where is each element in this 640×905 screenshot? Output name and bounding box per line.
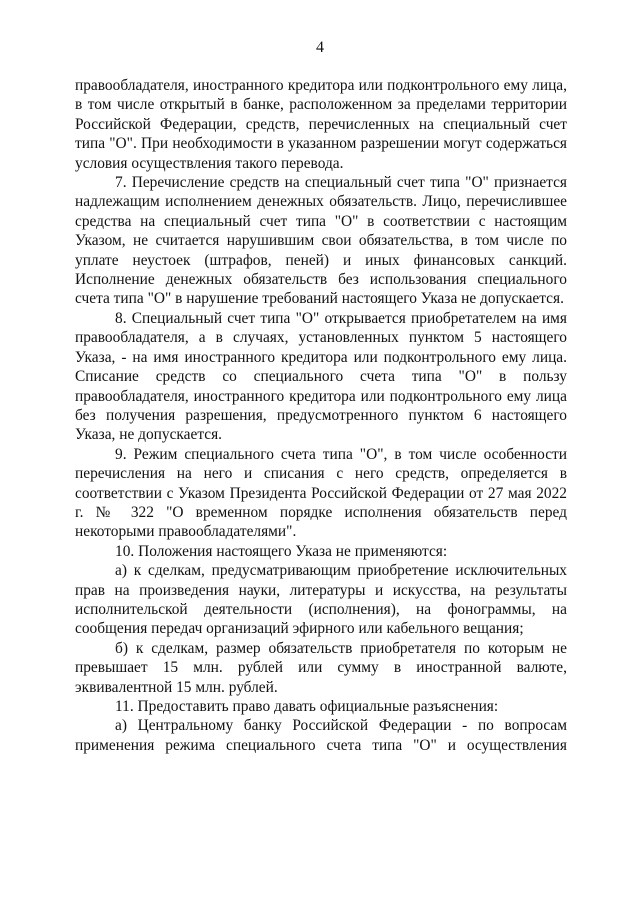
page-number: 4 <box>316 39 324 56</box>
paragraph: правообладателя, иностранного кредитора или подконтрольного ему лица, в том числе открытый в банке, расположенном за пределами территории Российской Федерации, средств, перечисленных на специальный счет типа "О". При необходимости в указанном разрешении могут содержаться условия осуществления такого перевода. <box>75 77 567 172</box>
paragraph: 11. Предоставить право давать официальные разъяснения: <box>115 698 499 715</box>
paragraph: 8. Специальный счет типа "О" открывается приобретателем на имя правообладателя, а в случаях, установленных пунктом 5 настоящего Указа, - на имя иностранного кредитора или подконтрольного ему лица. Списание средств со специального счета типа "О" в пользу правообладателя, иностранного кредитора или подконтрольного ему лица без получения разрешения, предусмотренного пунктом 6 настоящего Указа, не допускается. <box>75 309 567 444</box>
paragraph: а) к сделкам, предусматривающим приобретение исключительных прав на произведения науки, литературы и искусства, на результаты исполнительской деятельности (исполнения), на фонограммы, на сообщения передач организаций эфирного или кабельного вещания; <box>75 562 567 638</box>
document-body <box>75 76 567 755</box>
paragraph: 9. Режим специального счета типа "О", в том числе особенности перечисления на него и списания с него средств, определяется в соответствии с Указом Президента Российской Федерации от 27 мая 2022 г. № 322 "О временном порядке исполнения обязательств перед некоторыми правообладателями". <box>75 445 567 541</box>
paragraph: 10. Положения настоящего Указа не применяются: <box>115 542 448 560</box>
paragraph: б) к сделкам, размер обязательств приобретателя по которым не превышает 15 млн. рублей или сумму в иностранной валюте, эквивалентной 15 млн. рублей. <box>75 639 567 696</box>
paragraph: а) Центральному банку Российской Федерации - по вопросам применения режима специального счета типа "О" и осуществления <box>75 717 567 754</box>
paragraph: 7. Перечисление средств на специальный счет типа "О" признается надлежащим исполнением денежных обязательств. Лицо, перечислившее средства на специальный счет типа "О" в соответствии с настоящим Указом, не считается нарушившим свои обязательства, в том числе по уплате неустоек (штрафов, пеней) и иных финансовых санкций. Исполнение денежных обязательств без использования специального счета типа "О" в нарушение требований настоящего Указа не допускается. <box>75 174 567 308</box>
